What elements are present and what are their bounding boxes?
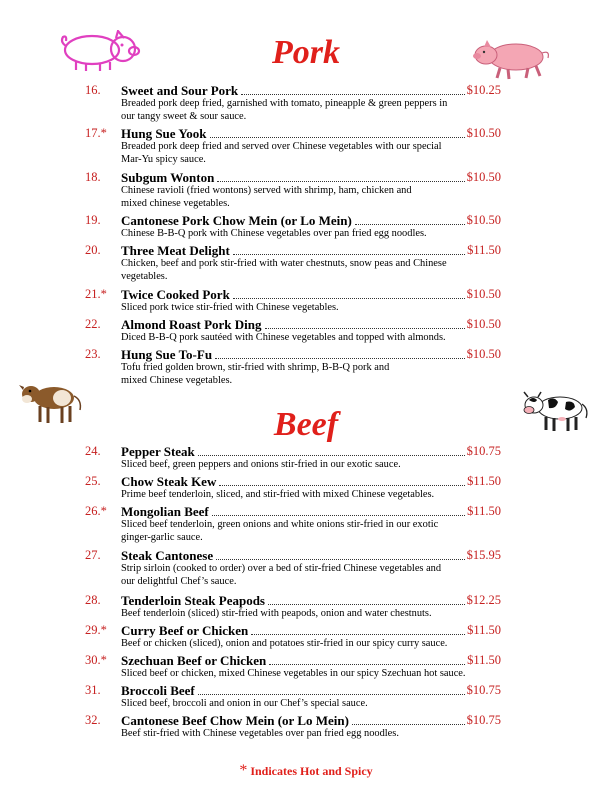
menu-item bbox=[85, 243, 501, 283]
item-price: $10.75 bbox=[466, 444, 501, 458]
item-number: 19. bbox=[85, 213, 101, 227]
dot-leader bbox=[355, 213, 477, 225]
dot-leader bbox=[216, 548, 477, 560]
item-number: 20. bbox=[85, 243, 101, 257]
menu-item bbox=[85, 170, 501, 210]
item-price: $11.50 bbox=[467, 623, 501, 637]
item-number: 28. bbox=[85, 593, 101, 607]
item-description: Breaded pork deep fried and served over Chinese vegetables with our special Mar-Yu spicy sauce. bbox=[121, 141, 442, 165]
item-price: $10.50 bbox=[466, 317, 501, 331]
dot-leader bbox=[268, 593, 477, 605]
item-name: Hung Sue To-Fu bbox=[121, 347, 215, 362]
item-description: Sliced beef tenderloin, green onions and white onions stir-fried in our exotic ginger-garlic sauce. bbox=[121, 519, 439, 543]
menu-item bbox=[85, 548, 501, 588]
item-description: Chinese ravioli (fried wontons) served with shrimp, ham, chicken and mixed chinese vegetables. bbox=[121, 185, 412, 209]
menu-item bbox=[85, 593, 501, 621]
item-name: Sweet and Sour Pork bbox=[121, 83, 241, 98]
dot-leader bbox=[251, 623, 477, 635]
item-price: $11.50 bbox=[467, 653, 501, 667]
item-name: Cantonese Beef Chow Mein (or Lo Mein) bbox=[121, 713, 352, 728]
dot-leader bbox=[210, 126, 477, 138]
item-name: Cantonese Pork Chow Mein (or Lo Mein) bbox=[121, 213, 355, 228]
item-description: Diced B-B-Q pork sautéed with Chinese vegetables and topped with almonds. bbox=[121, 332, 446, 343]
dot-leader bbox=[212, 504, 477, 516]
menu-item bbox=[85, 623, 501, 651]
item-number: 21.* bbox=[85, 287, 107, 301]
item-number: 24. bbox=[85, 444, 101, 458]
item-name: Hung Sue Yook bbox=[121, 126, 210, 141]
item-description: Breaded pork deep fried, garnished with tomato, pineapple & green peppers in our tangy sweet & sour sauce. bbox=[121, 98, 448, 122]
menu-item bbox=[85, 713, 501, 741]
item-number: 18. bbox=[85, 170, 101, 184]
item-description: Chicken, beef and pork stir-fried with water chestnuts, snow peas and Chinese vegetables. bbox=[121, 258, 447, 282]
menu-item bbox=[85, 653, 501, 681]
menu-item bbox=[85, 287, 501, 315]
item-price: $12.25 bbox=[466, 593, 501, 607]
item-price: $10.50 bbox=[466, 213, 501, 227]
dot-leader bbox=[352, 713, 477, 725]
item-description: Beef stir-fried with Chinese vegetables over pan fried egg noodles. bbox=[121, 728, 399, 739]
dot-leader bbox=[241, 83, 477, 95]
item-name: Subgum Wonton bbox=[121, 170, 217, 185]
item-name: Curry Beef or Chicken bbox=[121, 623, 251, 638]
item-price: $10.50 bbox=[466, 287, 501, 301]
item-price: $10.50 bbox=[466, 170, 501, 184]
item-price: $11.50 bbox=[467, 243, 501, 257]
menu-item bbox=[85, 444, 501, 472]
section-heading-beef: Beef bbox=[273, 406, 339, 443]
item-price: $10.50 bbox=[466, 126, 501, 140]
menu-item bbox=[85, 504, 501, 544]
item-description: Sliced pork twice stir-fried with Chinese vegetables. bbox=[121, 302, 339, 313]
menu-item bbox=[85, 83, 501, 123]
item-name: Pepper Steak bbox=[121, 444, 198, 459]
item-description: Strip sirloin (cooked to order) over a bed of stir-fried Chinese vegetables and our delightful Chef’s sauce. bbox=[121, 563, 442, 587]
menu-item bbox=[85, 474, 501, 502]
item-description: Sliced beef or chicken, mixed Chinese vegetables in our spicy Szechuan hot sauce. bbox=[121, 668, 466, 679]
item-description: Beef tenderloin (sliced) stir-fried with peapods, onion and water chestnuts. bbox=[121, 608, 432, 619]
dot-leader bbox=[217, 170, 477, 182]
item-description: Prime beef tenderloin, sliced, and stir-fried with mixed Chinese vegetables. bbox=[121, 489, 435, 500]
spicy-legend-text: Indicates Hot and Spicy bbox=[250, 764, 373, 778]
item-price: $10.75 bbox=[466, 713, 501, 727]
section-heading-pork: Pork bbox=[272, 34, 340, 71]
item-name: Three Meat Delight bbox=[121, 243, 233, 258]
item-name: Twice Cooked Pork bbox=[121, 287, 233, 302]
dot-leader bbox=[269, 653, 477, 665]
dot-leader bbox=[215, 347, 477, 359]
item-number: 31. bbox=[85, 683, 101, 697]
item-description: Tofu fried golden brown, stir-fried with shrimp, B-B-Q pork and mixed Chinese vegetables. bbox=[121, 362, 390, 386]
item-number: 17.* bbox=[85, 126, 107, 140]
item-number: 23. bbox=[85, 347, 101, 361]
menu-item bbox=[85, 317, 501, 345]
dot-leader bbox=[265, 317, 477, 329]
menu-item bbox=[85, 126, 501, 166]
item-description: Sliced beef, green peppers and onions stir-fried in our exotic sauce. bbox=[121, 459, 401, 470]
item-description: Beef or chicken (sliced), onion and potatoes stir-fried in our spicy curry sauce. bbox=[121, 638, 448, 649]
item-price: $10.50 bbox=[466, 347, 501, 361]
dot-leader bbox=[198, 683, 477, 695]
item-name: Steak Cantonese bbox=[121, 548, 216, 563]
item-name: Almond Roast Pork Ding bbox=[121, 317, 265, 332]
menu-item bbox=[85, 347, 501, 387]
item-number: 26.* bbox=[85, 504, 107, 518]
menu-item bbox=[85, 213, 501, 241]
item-name: Chow Steak Kew bbox=[121, 474, 219, 489]
spicy-star-icon: * bbox=[239, 762, 248, 779]
menu-item bbox=[85, 683, 501, 711]
item-number: 27. bbox=[85, 548, 101, 562]
item-number: 16. bbox=[85, 83, 101, 97]
item-description: Sliced beef, broccoli and onion in our Chef’s special sauce. bbox=[121, 698, 368, 709]
item-name: Broccoli Beef bbox=[121, 683, 198, 698]
item-price: $10.75 bbox=[466, 683, 501, 697]
dot-leader bbox=[219, 474, 477, 486]
dot-leader bbox=[233, 243, 477, 255]
item-name: Tenderloin Steak Peapods bbox=[121, 593, 268, 608]
item-number: 25. bbox=[85, 474, 101, 488]
item-description: Chinese B-B-Q pork with Chinese vegetables over pan fried egg noodles. bbox=[121, 228, 427, 239]
item-number: 29.* bbox=[85, 623, 107, 637]
item-number: 22. bbox=[85, 317, 101, 331]
item-number: 30.* bbox=[85, 653, 107, 667]
dot-leader bbox=[198, 444, 477, 456]
item-name: Mongolian Beef bbox=[121, 504, 212, 519]
spicy-legend bbox=[0, 762, 612, 780]
item-price: $11.50 bbox=[467, 504, 501, 518]
item-price: $10.25 bbox=[466, 83, 501, 97]
dot-leader bbox=[233, 287, 477, 299]
item-price: $11.50 bbox=[467, 474, 501, 488]
item-price: $15.95 bbox=[466, 548, 501, 562]
item-number: 32. bbox=[85, 713, 101, 727]
item-name: Szechuan Beef or Chicken bbox=[121, 653, 269, 668]
